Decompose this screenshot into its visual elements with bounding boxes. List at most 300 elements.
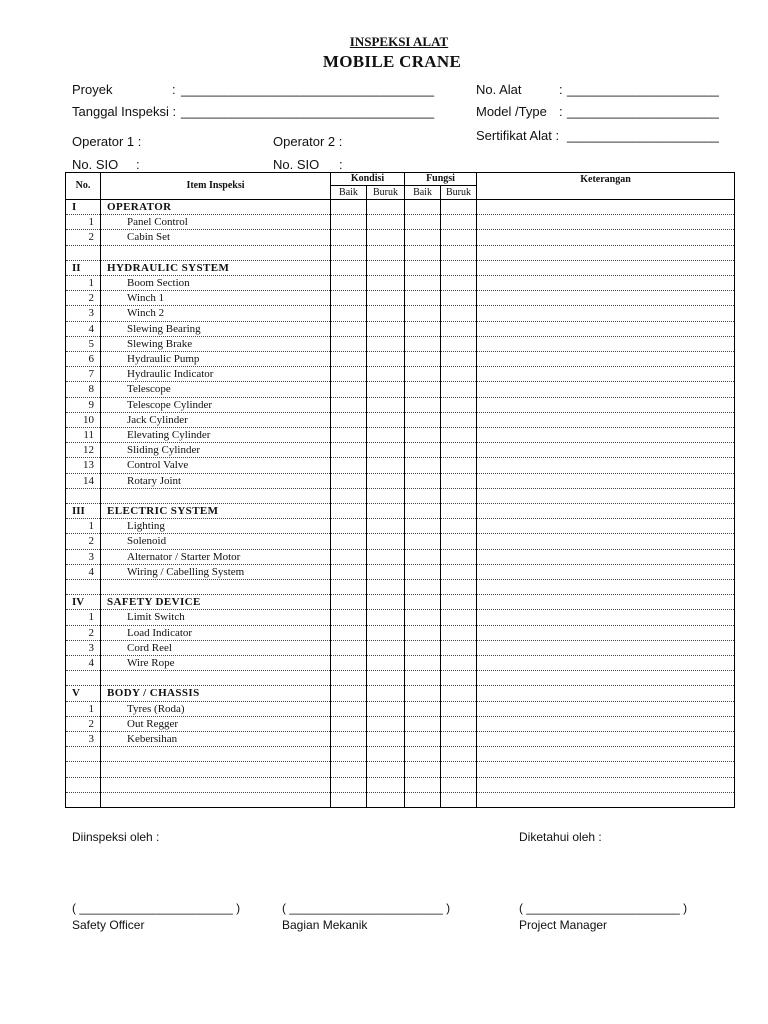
kondisi-buruk-cell[interactable] [367, 488, 405, 503]
kondisi-buruk-cell[interactable] [367, 230, 405, 245]
kondisi-buruk-cell[interactable] [367, 549, 405, 564]
fungsi-buruk-cell[interactable] [441, 458, 477, 473]
kondisi-buruk-cell[interactable] [367, 656, 405, 671]
kondisi-buruk-cell[interactable] [367, 610, 405, 625]
row-number: 14 [66, 473, 101, 488]
kondisi-baik-cell[interactable] [331, 306, 367, 321]
keterangan-cell[interactable] [477, 200, 735, 215]
fungsi-baik-cell[interactable] [405, 732, 441, 747]
kondisi-buruk-cell[interactable] [367, 458, 405, 473]
fungsi-buruk-cell[interactable] [441, 321, 477, 336]
table-row [66, 245, 735, 260]
kondisi-baik-cell[interactable] [331, 686, 367, 701]
row-number: I [66, 200, 101, 215]
table-row [66, 443, 735, 458]
kondisi-buruk-cell[interactable] [367, 534, 405, 549]
kondisi-baik-cell[interactable] [331, 215, 367, 230]
item-name: Jack Cylinder [101, 412, 331, 427]
keterangan-cell[interactable] [477, 762, 735, 777]
item-name [101, 245, 331, 260]
fungsi-baik-cell[interactable] [405, 230, 441, 245]
fungsi-buruk-cell[interactable] [441, 564, 477, 579]
kondisi-buruk-cell[interactable] [367, 595, 405, 610]
fungsi-buruk-cell[interactable] [441, 230, 477, 245]
table-row [66, 777, 735, 792]
item-name [101, 762, 331, 777]
kondisi-buruk-cell[interactable] [367, 580, 405, 595]
keterangan-cell[interactable] [477, 656, 735, 671]
fungsi-buruk-cell[interactable] [441, 488, 477, 503]
kondisi-baik-cell[interactable] [331, 671, 367, 686]
operator1-label: Operator 1 : [72, 134, 142, 149]
kondisi-baik-cell[interactable] [331, 488, 367, 503]
row-number: 1 [66, 215, 101, 230]
table-row [66, 382, 735, 397]
fungsi-baik-cell[interactable] [405, 382, 441, 397]
fungsi-buruk-cell[interactable] [441, 473, 477, 488]
fungsi-baik-cell[interactable] [405, 716, 441, 731]
signature-line-safety[interactable]: ( _______________________ ) [72, 901, 241, 915]
kondisi-buruk-header: Buruk [367, 186, 405, 200]
kondisi-baik-cell[interactable] [331, 534, 367, 549]
fungsi-baik-cell[interactable] [405, 276, 441, 291]
row-number [66, 792, 101, 807]
fungsi-baik-cell[interactable] [405, 671, 441, 686]
table-row [66, 534, 735, 549]
kondisi-baik-cell[interactable] [331, 595, 367, 610]
kondisi-buruk-cell[interactable] [367, 291, 405, 306]
kondisi-baik-cell[interactable] [331, 276, 367, 291]
item-name: Sliding Cylinder [101, 443, 331, 458]
fungsi-buruk-cell[interactable] [441, 215, 477, 230]
kondisi-buruk-cell[interactable] [367, 716, 405, 731]
keterangan-cell[interactable] [477, 306, 735, 321]
fungsi-buruk-cell[interactable] [441, 610, 477, 625]
fungsi-baik-cell[interactable] [405, 291, 441, 306]
item-name [101, 671, 331, 686]
kondisi-baik-cell[interactable] [331, 625, 367, 640]
fungsi-baik-cell[interactable] [405, 488, 441, 503]
table-row [66, 321, 735, 336]
signature-line-manager[interactable]: ( _______________________ ) [519, 901, 688, 915]
tanggal-field[interactable]: ___________________________________ [181, 104, 435, 119]
no-alat-label: No. Alat [476, 82, 522, 97]
kondisi-baik-cell[interactable] [331, 260, 367, 275]
row-number: 2 [66, 534, 101, 549]
keterangan-cell[interactable] [477, 625, 735, 640]
kondisi-baik-cell[interactable] [331, 564, 367, 579]
keterangan-cell[interactable] [477, 777, 735, 792]
kondisi-buruk-cell[interactable] [367, 382, 405, 397]
kondisi-buruk-cell[interactable] [367, 352, 405, 367]
row-number: 3 [66, 306, 101, 321]
fungsi-buruk-cell[interactable] [441, 625, 477, 640]
keterangan-cell[interactable] [477, 747, 735, 762]
fungsi-baik-cell[interactable] [405, 549, 441, 564]
table-row [66, 519, 735, 534]
fungsi-baik-cell[interactable] [405, 656, 441, 671]
fungsi-buruk-cell[interactable] [441, 504, 477, 519]
model-field[interactable]: _____________________ [567, 104, 719, 119]
kondisi-baik-cell[interactable] [331, 732, 367, 747]
keterangan-cell[interactable] [477, 716, 735, 731]
kondisi-buruk-cell[interactable] [367, 412, 405, 427]
fungsi-baik-cell[interactable] [405, 580, 441, 595]
role-bagian-mekanik: Bagian Mekanik [282, 918, 368, 932]
fungsi-baik-cell[interactable] [405, 352, 441, 367]
fungsi-baik-cell[interactable] [405, 504, 441, 519]
kondisi-baik-cell[interactable] [331, 245, 367, 260]
row-number: 4 [66, 564, 101, 579]
kondisi-buruk-cell[interactable] [367, 564, 405, 579]
kondisi-baik-header: Baik [331, 186, 367, 200]
kondisi-buruk-cell[interactable] [367, 671, 405, 686]
row-number [66, 671, 101, 686]
fungsi-baik-cell[interactable] [405, 200, 441, 215]
table-row [66, 412, 735, 427]
sio2-colon: : [339, 157, 343, 172]
fungsi-buruk-cell[interactable] [441, 656, 477, 671]
table-row [66, 716, 735, 731]
kondisi-buruk-cell[interactable] [367, 443, 405, 458]
kondisi-buruk-cell[interactable] [367, 762, 405, 777]
keterangan-cell[interactable] [477, 245, 735, 260]
col-item-header: Item Inspeksi [101, 173, 331, 200]
kondisi-baik-cell[interactable] [331, 397, 367, 412]
item-name: Slewing Bearing [101, 321, 331, 336]
fungsi-buruk-cell[interactable] [441, 716, 477, 731]
keterangan-cell[interactable] [477, 443, 735, 458]
fungsi-baik-cell[interactable] [405, 595, 441, 610]
fungsi-buruk-cell[interactable] [441, 519, 477, 534]
fungsi-buruk-cell[interactable] [441, 671, 477, 686]
kondisi-buruk-cell[interactable] [367, 792, 405, 807]
no-alat-colon: : [559, 82, 563, 97]
kondisi-baik-cell[interactable] [331, 443, 367, 458]
kondisi-baik-cell[interactable] [331, 504, 367, 519]
fungsi-baik-cell[interactable] [405, 397, 441, 412]
kondisi-baik-cell[interactable] [331, 519, 367, 534]
section-row [66, 686, 735, 701]
keterangan-cell[interactable] [477, 732, 735, 747]
kondisi-buruk-cell[interactable] [367, 473, 405, 488]
fungsi-buruk-cell[interactable] [441, 276, 477, 291]
kondisi-buruk-cell[interactable] [367, 200, 405, 215]
row-number [66, 488, 101, 503]
fungsi-buruk-cell[interactable] [441, 443, 477, 458]
fungsi-buruk-cell[interactable] [441, 747, 477, 762]
fungsi-buruk-cell[interactable] [441, 245, 477, 260]
fungsi-baik-cell[interactable] [405, 610, 441, 625]
fungsi-buruk-cell[interactable] [441, 701, 477, 716]
fungsi-baik-cell[interactable] [405, 564, 441, 579]
fungsi-baik-cell[interactable] [405, 443, 441, 458]
keterangan-cell[interactable] [477, 473, 735, 488]
fungsi-baik-cell[interactable] [405, 412, 441, 427]
item-name: Alternator / Starter Motor [101, 549, 331, 564]
keterangan-cell[interactable] [477, 701, 735, 716]
fungsi-buruk-cell[interactable] [441, 777, 477, 792]
kondisi-buruk-cell[interactable] [367, 397, 405, 412]
keterangan-cell[interactable] [477, 534, 735, 549]
item-name: Control Valve [101, 458, 331, 473]
fungsi-buruk-cell[interactable] [441, 382, 477, 397]
role-project-manager: Project Manager [519, 918, 608, 932]
table-row [66, 306, 735, 321]
keterangan-cell[interactable] [477, 792, 735, 807]
fungsi-buruk-cell[interactable] [441, 595, 477, 610]
kondisi-buruk-cell[interactable] [367, 276, 405, 291]
keterangan-cell[interactable] [477, 519, 735, 534]
row-number: 12 [66, 443, 101, 458]
kondisi-buruk-cell[interactable] [367, 428, 405, 443]
item-name: Limit Switch [101, 610, 331, 625]
fungsi-buruk-cell[interactable] [441, 200, 477, 215]
keterangan-cell[interactable] [477, 549, 735, 564]
kondisi-buruk-cell[interactable] [367, 777, 405, 792]
signature-line-mekanik[interactable]: ( _______________________ ) [282, 901, 451, 915]
table-row [66, 564, 735, 579]
kondisi-baik-cell[interactable] [331, 367, 367, 382]
kondisi-baik-cell[interactable] [331, 792, 367, 807]
keterangan-cell[interactable] [477, 504, 735, 519]
keterangan-cell[interactable] [477, 397, 735, 412]
row-number: 11 [66, 428, 101, 443]
table-row [66, 625, 735, 640]
fungsi-buruk-cell[interactable] [441, 291, 477, 306]
proyek-label: Proyek [72, 82, 113, 97]
fungsi-baik-cell[interactable] [405, 473, 441, 488]
fungsi-buruk-cell[interactable] [441, 352, 477, 367]
row-number: 5 [66, 336, 101, 351]
fungsi-buruk-cell[interactable] [441, 260, 477, 275]
fungsi-buruk-cell[interactable] [441, 428, 477, 443]
fungsi-buruk-cell[interactable] [441, 686, 477, 701]
kondisi-baik-cell[interactable] [331, 716, 367, 731]
fungsi-baik-cell[interactable] [405, 367, 441, 382]
proyek-field[interactable]: ___________________________________ [181, 82, 435, 97]
kondisi-baik-cell[interactable] [331, 640, 367, 655]
table-row [66, 473, 735, 488]
fungsi-baik-cell[interactable] [405, 747, 441, 762]
fungsi-buruk-cell[interactable] [441, 534, 477, 549]
keterangan-cell[interactable] [477, 291, 735, 306]
no-alat-field[interactable]: _____________________ [567, 82, 719, 97]
kondisi-buruk-cell[interactable] [367, 367, 405, 382]
sertifikat-field[interactable]: _____________________ [567, 128, 719, 143]
fungsi-baik-cell[interactable] [405, 260, 441, 275]
fungsi-buruk-cell[interactable] [441, 412, 477, 427]
kondisi-buruk-cell[interactable] [367, 260, 405, 275]
row-number: 7 [66, 367, 101, 382]
fungsi-baik-cell[interactable] [405, 245, 441, 260]
kondisi-buruk-cell[interactable] [367, 686, 405, 701]
kondisi-baik-cell[interactable] [331, 580, 367, 595]
operator2-label: Operator 2 : [273, 134, 343, 149]
fungsi-baik-cell[interactable] [405, 321, 441, 336]
keterangan-cell[interactable] [477, 458, 735, 473]
fungsi-baik-cell[interactable] [405, 534, 441, 549]
kondisi-baik-cell[interactable] [331, 230, 367, 245]
row-number [66, 762, 101, 777]
fungsi-buruk-cell[interactable] [441, 792, 477, 807]
fungsi-baik-cell[interactable] [405, 428, 441, 443]
table-row [66, 352, 735, 367]
kondisi-baik-cell[interactable] [331, 382, 367, 397]
kondisi-buruk-cell[interactable] [367, 747, 405, 762]
keterangan-cell[interactable] [477, 321, 735, 336]
fungsi-buruk-header: Buruk [441, 186, 477, 200]
fungsi-baik-cell[interactable] [405, 215, 441, 230]
keterangan-cell[interactable] [477, 382, 735, 397]
row-number: 3 [66, 549, 101, 564]
kondisi-baik-cell[interactable] [331, 777, 367, 792]
kondisi-buruk-cell[interactable] [367, 640, 405, 655]
fungsi-buruk-cell[interactable] [441, 640, 477, 655]
kondisi-baik-cell[interactable] [331, 656, 367, 671]
section-title: ELECTRIC SYSTEM [101, 504, 331, 519]
keterangan-cell[interactable] [477, 580, 735, 595]
item-name: Winch 2 [101, 306, 331, 321]
kondisi-buruk-cell[interactable] [367, 625, 405, 640]
kondisi-baik-cell[interactable] [331, 428, 367, 443]
col-keterangan-header: Keterangan [477, 173, 735, 200]
kondisi-baik-cell[interactable] [331, 762, 367, 777]
kondisi-baik-cell[interactable] [331, 549, 367, 564]
keterangan-cell[interactable] [477, 367, 735, 382]
table-row [66, 580, 735, 595]
sio2-label: No. SIO [273, 157, 320, 172]
fungsi-buruk-cell[interactable] [441, 336, 477, 351]
row-number: III [66, 504, 101, 519]
kondisi-baik-cell[interactable] [331, 291, 367, 306]
table-row [66, 747, 735, 762]
table-row [66, 640, 735, 655]
fungsi-baik-cell[interactable] [405, 792, 441, 807]
kondisi-buruk-cell[interactable] [367, 519, 405, 534]
keterangan-cell[interactable] [477, 276, 735, 291]
fungsi-baik-cell[interactable] [405, 519, 441, 534]
fungsi-baik-cell[interactable] [405, 686, 441, 701]
diketahui-label: Diketahui oleh : [519, 830, 602, 844]
keterangan-cell[interactable] [477, 428, 735, 443]
fungsi-baik-cell[interactable] [405, 336, 441, 351]
row-number: 1 [66, 519, 101, 534]
fungsi-buruk-cell[interactable] [441, 549, 477, 564]
kondisi-baik-cell[interactable] [331, 701, 367, 716]
kondisi-buruk-cell[interactable] [367, 701, 405, 716]
fungsi-baik-cell[interactable] [405, 777, 441, 792]
row-number: 8 [66, 382, 101, 397]
fungsi-buruk-cell[interactable] [441, 580, 477, 595]
keterangan-cell[interactable] [477, 686, 735, 701]
fungsi-buruk-cell[interactable] [441, 762, 477, 777]
fungsi-buruk-cell[interactable] [441, 732, 477, 747]
table-row [66, 397, 735, 412]
fungsi-baik-cell[interactable] [405, 625, 441, 640]
keterangan-cell[interactable] [477, 336, 735, 351]
table-row [66, 701, 735, 716]
keterangan-cell[interactable] [477, 352, 735, 367]
doc-title-top: INSPEKSI ALAT [349, 34, 449, 49]
item-name: Telescope [101, 382, 331, 397]
kondisi-buruk-cell[interactable] [367, 215, 405, 230]
kondisi-baik-cell[interactable] [331, 321, 367, 336]
kondisi-buruk-cell[interactable] [367, 245, 405, 260]
sio1-colon: : [136, 157, 140, 172]
table-row [66, 610, 735, 625]
fungsi-buruk-cell[interactable] [441, 367, 477, 382]
row-number: 10 [66, 412, 101, 427]
item-name: Out Regger [101, 716, 331, 731]
keterangan-cell[interactable] [477, 412, 735, 427]
row-number: II [66, 260, 101, 275]
keterangan-cell[interactable] [477, 260, 735, 275]
table-row [66, 458, 735, 473]
keterangan-cell[interactable] [477, 671, 735, 686]
keterangan-cell[interactable] [477, 488, 735, 503]
kondisi-baik-cell[interactable] [331, 747, 367, 762]
fungsi-buruk-cell[interactable] [441, 306, 477, 321]
kondisi-buruk-cell[interactable] [367, 732, 405, 747]
fungsi-baik-cell[interactable] [405, 762, 441, 777]
row-number: 4 [66, 321, 101, 336]
kondisi-baik-cell[interactable] [331, 336, 367, 351]
kondisi-buruk-cell[interactable] [367, 504, 405, 519]
kondisi-baik-cell[interactable] [331, 458, 367, 473]
keterangan-cell[interactable] [477, 595, 735, 610]
fungsi-baik-cell[interactable] [405, 701, 441, 716]
kondisi-baik-cell[interactable] [331, 352, 367, 367]
keterangan-cell[interactable] [477, 215, 735, 230]
item-name: Cord Reel [101, 640, 331, 655]
kondisi-buruk-cell[interactable] [367, 321, 405, 336]
model-colon: : [559, 104, 563, 119]
kondisi-buruk-cell[interactable] [367, 306, 405, 321]
model-label: Model /Type [476, 104, 547, 119]
table-row [66, 762, 735, 777]
item-name: Winch 1 [101, 291, 331, 306]
section-row [66, 595, 735, 610]
fungsi-baik-cell[interactable] [405, 640, 441, 655]
kondisi-buruk-cell[interactable] [367, 336, 405, 351]
item-name: Hydraulic Pump [101, 352, 331, 367]
kondisi-baik-cell[interactable] [331, 412, 367, 427]
kondisi-baik-cell[interactable] [331, 200, 367, 215]
item-name: Boom Section [101, 276, 331, 291]
item-name: Panel Control [101, 215, 331, 230]
col-fungsi-header: Fungsi [405, 173, 477, 186]
kondisi-baik-cell[interactable] [331, 473, 367, 488]
keterangan-cell[interactable] [477, 610, 735, 625]
fungsi-buruk-cell[interactable] [441, 397, 477, 412]
tanggal-label: Tanggal Inspeksi : [72, 104, 177, 119]
fungsi-baik-cell[interactable] [405, 458, 441, 473]
item-name: Wire Rope [101, 656, 331, 671]
keterangan-cell[interactable] [477, 564, 735, 579]
item-name [101, 792, 331, 807]
item-name: Telescope Cylinder [101, 397, 331, 412]
table-row [66, 291, 735, 306]
row-number: 2 [66, 625, 101, 640]
kondisi-baik-cell[interactable] [331, 610, 367, 625]
table-row [66, 336, 735, 351]
section-title: HYDRAULIC SYSTEM [101, 260, 331, 275]
item-name: Cabin Set [101, 230, 331, 245]
fungsi-baik-cell[interactable] [405, 306, 441, 321]
keterangan-cell[interactable] [477, 640, 735, 655]
keterangan-cell[interactable] [477, 230, 735, 245]
